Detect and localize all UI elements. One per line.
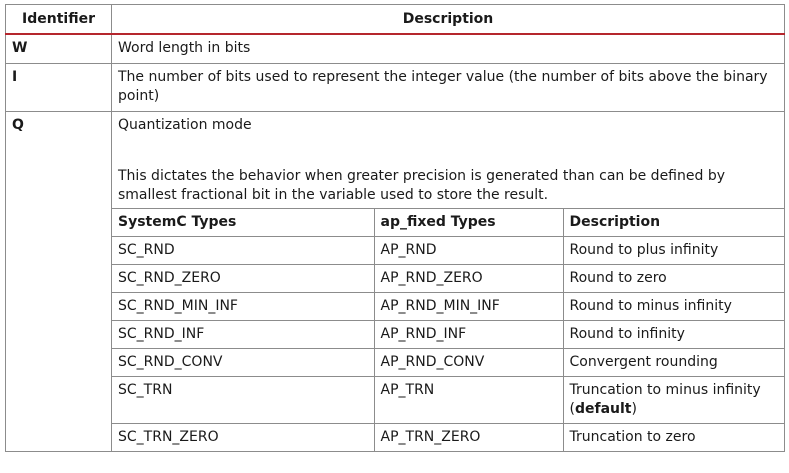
table-row [112,292,785,320]
mode-description [563,376,785,423]
apfixed-type: AP_RND_INF [374,320,563,348]
mode-description: Round to infinity [563,320,785,348]
mode-description: Convergent rounding [563,348,785,376]
apfixed-type: AP_RND_CONV [374,348,563,376]
table-row [112,376,785,423]
apfixed-type: AP_RND_ZERO [374,264,563,292]
mode-description: Truncation to zero [563,423,785,451]
description-i: The number of bits used to represent the integer value (the number of bits above the binary point) [112,63,785,111]
identifier-q: Q [6,111,112,451]
close-paren: ) [631,400,637,417]
apfixed-type: AP_TRN_ZERO [374,423,563,451]
apfixed-type: AP_RND [374,236,563,264]
table-container [5,4,784,452]
parameters-table [5,4,785,452]
header-row [6,5,785,35]
description-w: Word length in bits [112,34,785,63]
quantization-modes-table [112,208,785,451]
mode-description: Round to plus infinity [563,236,785,264]
subtable-header-systemc: SystemC Types [112,208,374,236]
table-row [112,348,785,376]
apfixed-type: AP_TRN [374,376,563,423]
systemc-type: SC_RND [112,236,374,264]
identifier-w: W [6,34,112,63]
mode-description: Round to minus infinity [563,292,785,320]
systemc-type: SC_TRN [112,376,374,423]
systemc-type: SC_RND_ZERO [112,264,374,292]
systemc-type: SC_RND_CONV [112,348,374,376]
subtable-header-apfixed: ap_fixed Types [374,208,563,236]
apfixed-type: AP_RND_MIN_INF [374,292,563,320]
mode-description: Round to zero [563,264,785,292]
table-row [6,34,785,63]
description-q [112,111,785,451]
table-row [112,423,785,451]
default-label: default [574,400,632,417]
systemc-type: SC_RND_INF [112,320,374,348]
systemc-type: SC_TRN_ZERO [112,423,374,451]
quantization-title: Quantization mode [118,116,252,133]
table-row [112,264,785,292]
quantization-explanation: This dictates the behavior when greater precision is generated than can be defined by smallest fractional bit in the variable used to store the result. [118,167,725,203]
table-row [6,111,785,451]
subtable-header-row [112,208,785,236]
header-description: Description [112,5,785,35]
subtable-header-description: Description [563,208,785,236]
header-identifier: Identifier [6,5,112,35]
table-row [112,236,785,264]
identifier-i: I [6,63,112,111]
table-row [112,320,785,348]
table-row [6,63,785,111]
spacer [112,135,784,167]
truncation-text: Truncation to minus infinity ( [569,381,761,417]
systemc-type: SC_RND_MIN_INF [112,292,374,320]
